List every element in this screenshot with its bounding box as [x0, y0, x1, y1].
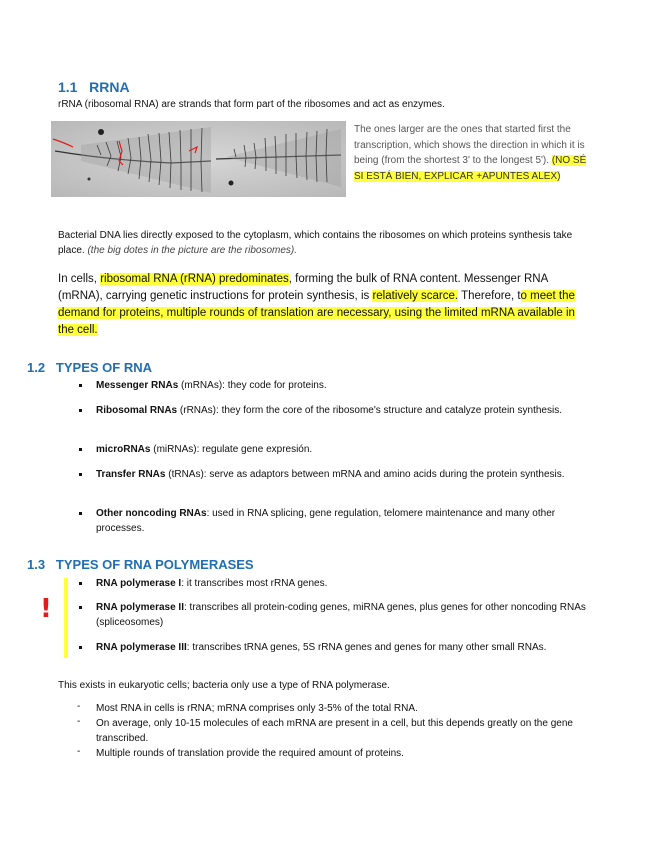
exclamation-mark-annotation: ! — [40, 594, 52, 624]
eukaryote-note: This exists in eukaryotic cells; bacteria only use a type of RNA polymerase. — [58, 680, 390, 691]
bacterial-text: Bacterial DNA lies directly exposed to the cytoplasm, which contains the ribosomes on which proteins synthesis take place. — [58, 230, 573, 256]
rrna-text-1: In cells, — [58, 273, 101, 285]
list-item: On average, only 10-15 molecules of each mRNA are present in a cell, but this depends greatly on the gene transcribed. — [96, 718, 573, 744]
section-1-3-heading — [27, 557, 254, 572]
rrna-intro: rRNA (ribosomal RNA) are strands that form part of the ribosomes and act as enzymes. — [58, 99, 445, 110]
list-item: Other noncoding RNAs: used in RNA splicing, gene regulation, telomere maintenance and many other processes. — [96, 508, 556, 534]
rrna-predominance-paragraph — [58, 271, 593, 339]
section-1-2-heading — [27, 360, 152, 375]
list-item: Multiple rounds of translation provide the required amount of proteins. — [96, 748, 404, 759]
rrna-highlight-2: relatively scarce. — [372, 290, 459, 302]
rrna-highlight-1: ribosomal RNA (rRNA) predominates — [100, 273, 289, 285]
rrna-text-2: , forming the bulk of RNA content. Messenger RNA (mRNA), carrying genetic instructions for protein synthesis, is — [58, 273, 548, 302]
section-number: 1.3 — [27, 557, 46, 572]
section-title: RRNA — [89, 79, 130, 95]
list-item: Transfer RNAs (tRNAs): serve as adaptors between mRNA and amino acids during the protein synthesis. — [96, 469, 565, 480]
section-number: 1.2 — [27, 360, 46, 375]
caption-note: (NO SÉ SI ESTÁ BIEN, EXPLICAR +APUNTES ALEX) — [354, 155, 587, 182]
list-item: RNA polymerase II: transcribes all protein-coding genes, miRNA genes, plus genes for other noncoding RNAs (spliceosomes) — [96, 602, 586, 628]
rrna-text-3: Therefore, t — [458, 290, 521, 302]
bacterial-paragraph — [58, 228, 598, 258]
list-item: Ribosomal RNAs (rRNAs): they form the core of the ribosome's structure and catalyze protein synthesis. — [96, 405, 562, 416]
section-1-1-heading — [58, 79, 130, 95]
list-item: Most RNA in cells is rRNA; mRNA comprises only 3-5% of the total RNA. — [96, 703, 418, 714]
figure-caption — [354, 122, 594, 184]
rrna-highlight-3: o meet the demand for proteins, multiple rounds of translation are necessary, using the limited mRNA available in the cell. — [58, 290, 575, 336]
caption-text: The ones larger are the ones that started first the transcription, which shows the direction in which it is being (from the shortest 3' to the longest 5'). — [354, 124, 585, 166]
section-title: TYPES OF RNA — [55, 360, 152, 375]
bacterial-note: (the big dotes in the picture are the ribosomes). — [87, 245, 298, 256]
section-title: TYPES OF RNA POLYMERASES — [55, 557, 254, 572]
list-item: microRNAs (miRNAs): regulate gene expresión. — [96, 444, 313, 455]
list-item: Messenger RNAs (mRNAs): they code for proteins. — [96, 380, 327, 391]
list-item: RNA polymerase I: it transcribes most rRNA genes. — [96, 578, 328, 589]
margin-highlight-bar — [64, 578, 68, 658]
section-number: 1.1 — [58, 79, 78, 95]
micrograph-image — [51, 121, 346, 197]
list-item: RNA polymerase III: transcribes tRNA genes, 5S rRNA genes and genes for many other small RNAs. — [96, 642, 547, 653]
